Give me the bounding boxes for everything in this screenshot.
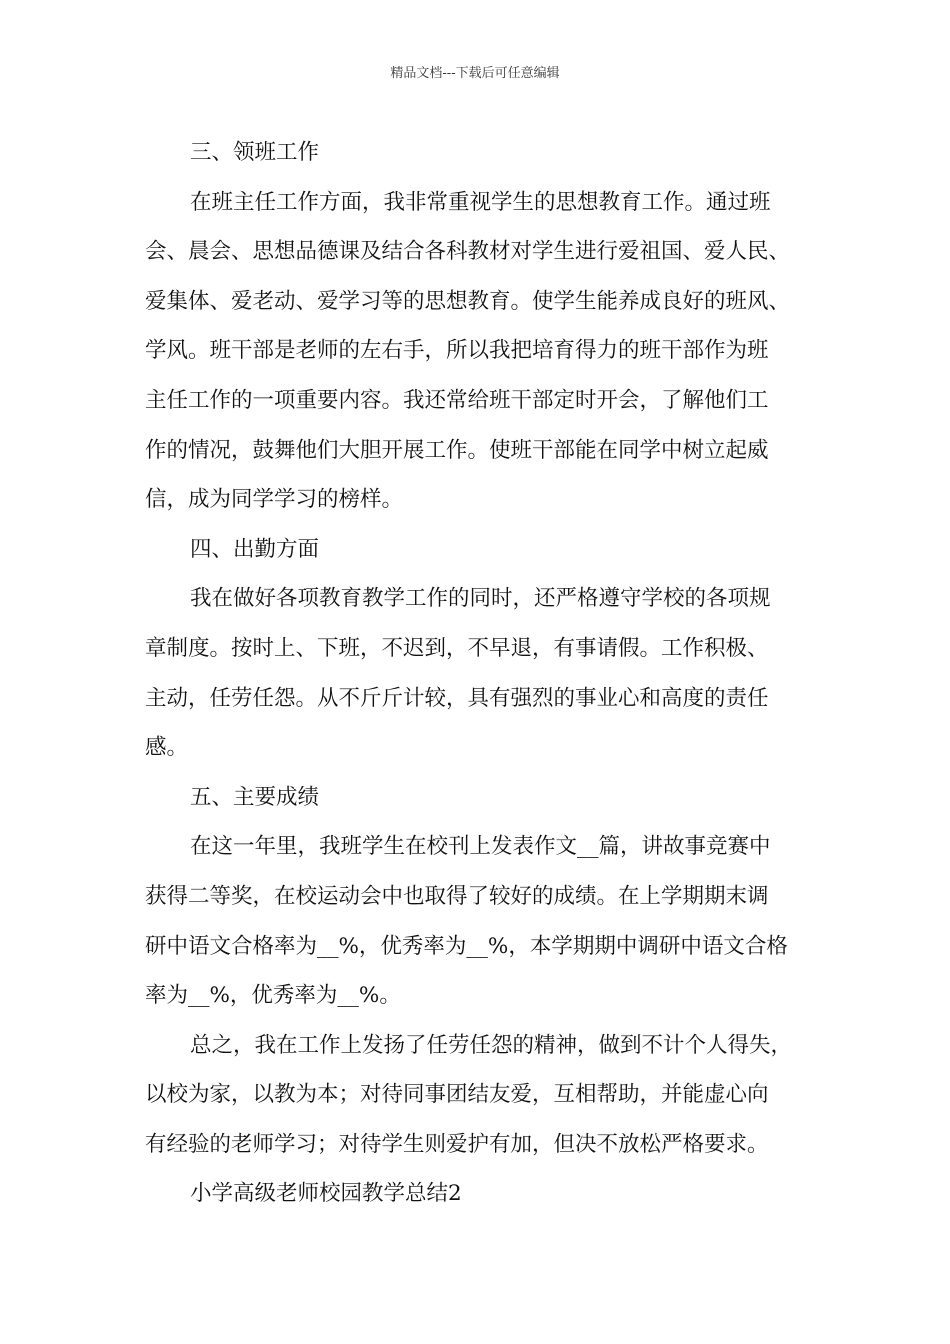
paragraph-line: 总之，我在工作上发扬了任劳任怨的精神，做到不计个人得失，	[190, 1032, 793, 1058]
paragraph-line: 主任工作的一项重要内容。我还常给班干部定时开会，了解他们工	[145, 387, 769, 413]
section-heading-achievements: 五、主要成绩	[190, 784, 320, 810]
paragraph-line: 我在做好各项教育教学工作的同时，还严格遵守学校的各项规	[190, 586, 771, 612]
page-header: 精品文档---下载后可任意编辑	[390, 66, 560, 81]
paragraph-line: 率为__%，优秀率为__%。	[145, 983, 401, 1009]
paragraph-line: 在这一年里，我班学生在校刊上发表作文__篇，讲故事竞赛中	[190, 834, 771, 860]
section-heading-leadership: 三、领班工作	[190, 140, 320, 165]
paragraph-line: 会、晨会、思想品德课及结合各科教材对学生进行爱祖国、爱人民、	[145, 239, 791, 265]
section-heading-attendance: 四、出勤方面	[190, 536, 320, 562]
paragraph-line: 研中语文合格率为__%，优秀率为__%，本学期期中调研中语文合格	[145, 933, 788, 959]
paragraph-line: 作的情况，鼓舞他们大胆开展工作。使班干部能在同学中树立起威	[145, 437, 769, 463]
paragraph-line: 获得二等奖，在校运动会中也取得了较好的成绩。在上学期期末调	[145, 883, 769, 909]
document-body	[145, 128, 835, 1219]
paragraph-line: 章制度。按时上、下班，不迟到，不早退，有事请假。工作积极、	[145, 635, 769, 661]
paragraph-line: 以校为家，以教为本；对待同事团结友爱，互相帮助，并能虚心向	[145, 1082, 769, 1108]
paragraph-line: 信，成为同学学习的榜样。	[145, 487, 404, 513]
paragraph-line: 主动，任劳任怨。从不斤斤计较，具有强烈的事业心和高度的责任	[145, 685, 769, 711]
next-document-title: 小学高级老师校园教学总结2	[190, 1181, 462, 1207]
paragraph-line: 学风。班干部是老师的左右手，所以我把培育得力的班干部作为班	[145, 338, 769, 364]
paragraph-line: 在班主任工作方面，我非常重视学生的思想教育工作。通过班	[190, 189, 771, 215]
paragraph-line: 有经验的老师学习；对待学生则爱护有加，但决不放松严格要求。	[145, 1131, 769, 1157]
paragraph-line: 感。	[145, 735, 189, 761]
paragraph-line: 爱集体、爱老动、爱学习等的思想教育。使学生能养成良好的班风、	[145, 288, 791, 314]
